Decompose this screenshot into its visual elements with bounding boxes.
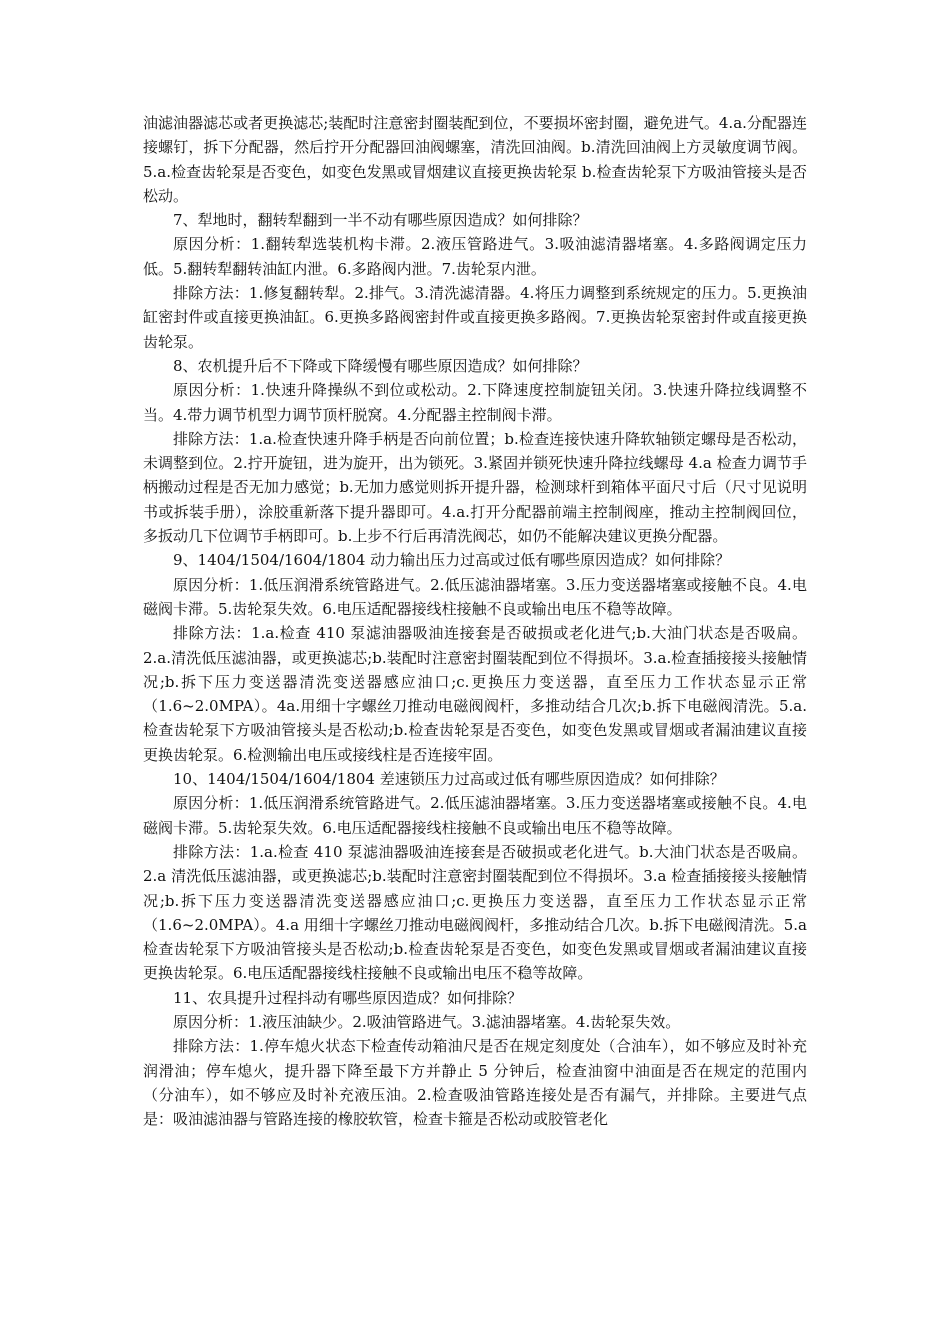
question-heading: 9、1404/1504/1604/1804 动力输出压力过高或过低有哪些原因造成？如何排除？ <box>173 551 731 570</box>
cause-analysis: 原因分析：1.快速升降操纵不到位或松动。2.下降速度控制旋钮关闭。3.快速升降拉线调整不当。4.带力调节机型力调节顶杆脱窝。4.分配器主控制阀卡滞。 <box>143 381 807 424</box>
question-heading: 7、犁地时，翻转犁翻到一半不动有哪些原因造成？如何排除？ <box>173 211 588 230</box>
fix-method: 排除方法：1.a.检查快速升降手柄是否向前位置；b.检查连接快速升降软轴锁定螺母是否松动，未调整到位。2.拧开旋钮，进为旋开，出为锁死。3.紧固并锁死快速升降拉线螺母 4.a 检查力调节手柄搬动过程是否无加力感觉；b.无加力感觉则拆开提升器，检测球杆到箱体平面尺寸后（尺寸见说明书或拆装手册），涂胶重新落下提升器即可。4.a.打开分配器前端主控制阀座，推动主控制阀回位，多扳动几下位调节手柄即可。b.上步不行后再清洗阀芯，如仍不能解决建议更换分配器。 <box>143 429 807 546</box>
fix-method: 排除方法：1.修复翻转犁。2.排气。3.清洗滤清器。4.将压力调整到系统规定的压力。5.更换油缸密封件或直接更换油缸。6.更换多路阀密封件或直接更换多路阀。7.更换齿轮泵密封件或直接更换齿轮泵。 <box>143 284 807 351</box>
paragraph: 油滤油器滤芯或者更换滤芯;装配时注意密封圈装配到位，不要损坏密封圈，避免进气。4.a.分配器连接螺钉，拆下分配器，然后拧开分配器回油阀螺塞，清洗回油阀。b.清洗回油阀上方灵敏度调节阀。5.a.检查齿轮泵是否变色，如变色发黑或冒烟建议直接更换齿轮泵 b.检查齿轮泵下方吸油管接头是否松动。 <box>143 114 807 205</box>
question-heading: 10、1404/1504/1604/1804 差速锁压力过高或过低有哪些原因造成？如何排除？ <box>173 770 725 789</box>
fix-method: 排除方法：1.a.检查 410 泵滤油器吸油连接套是否破损或老化进气;b.大油门状态是否吸扁。2.a.清洗低压滤油器，或更换滤芯;b.装配时注意密封圈装配到位不得损坏。3.a.检查插接接头接触情况;b.拆下压力变送器清洗变送器感应油口;c.更换压力变送器，直至压力工作状态显示正常（1.6~2.0MPA）。4a.用细十字螺丝刀推动电磁阀阀杆，多推动结合几次;b.拆下电磁阀清洗。5.a.检查齿轮泵下方吸油管接头是否松动;b.检查齿轮泵是否变色，如变色发黑或冒烟或者漏油建议直接更换齿轮泵。6.检测输出电压或接线柱是否连接牢固。 <box>143 624 807 764</box>
fix-method: 排除方法：1.停车熄火状态下检查传动箱油尺是否在规定刻度处（合油车），如不够应及时补充润滑油；停车熄火，提升器下降至最下方并静止 5 分钟后，检查油窗中油面是否在规定的范围内（分油车），如不够应及时补充液压油。2.检查吸油管路连接处是否有漏气，并排除。主要进气点是：吸油滤油器与管路连接的橡胶软管，检查卡箍是否松动或胶管老化 <box>143 1037 807 1129</box>
fix-method: 排除方法：1.a.检查 410 泵滤油器吸油连接套是否破损或老化进气。b.大油门状态是否吸扁。2.a 清洗低压滤油器，或更换滤芯;b.装配时注意密封圈装配到位不得损坏。3.a 检查插接接头接触情况;b.拆下压力变送器清洗变送器感应油口;c.更换压力变送器，直至压力工作状态显示正常（1.6~2.0MPA）。4.a 用细十字螺丝刀推动电磁阀阀杆，多推动结合几次。b.拆下电磁阀清洗。5.a 检查齿轮泵下方吸油管接头是否松动;b.检查齿轮泵是否变色，如变色发黑或冒烟或者漏油建议直接更换齿轮泵。6.电压适配器接线柱接触不良或输出电压不稳等故障。 <box>143 842 807 983</box>
cause-analysis: 原因分析：1.低压润滑系统管路进气。2.低压滤油器堵塞。3.压力变送器堵塞或接触不良。4.电磁阀卡滞。5.齿轮泵失效。6.电压适配器接线柱接触不良或输出电压不稳等故障。 <box>143 794 807 837</box>
cause-analysis: 原因分析：1.翻转犁选装机构卡滞。2.液压管路进气。3.吸油滤清器堵塞。4.多路阀调定压力低。5.翻转犁翻转油缸内泄。6.多路阀内泄。7.齿轮泵内泄。 <box>143 235 807 278</box>
question-heading: 11、农具提升过程抖动有哪些原因造成？如何排除？ <box>173 988 523 1007</box>
document-page <box>143 111 807 1131</box>
cause-analysis: 原因分析：1.液压油缺少。2.吸油管路进气。3.滤油器堵塞。4.齿轮泵失效。 <box>173 1012 681 1031</box>
question-heading: 8、农机提升后不下降或下降缓慢有哪些原因造成？如何排除？ <box>173 356 588 375</box>
cause-analysis: 原因分析：1.低压润滑系统管路进气。2.低压滤油器堵塞。3.压力变送器堵塞或接触不良。4.电磁阀卡滞。5.齿轮泵失效。6.电压适配器接线柱接触不良或输出电压不稳等故障。 <box>143 575 807 618</box>
